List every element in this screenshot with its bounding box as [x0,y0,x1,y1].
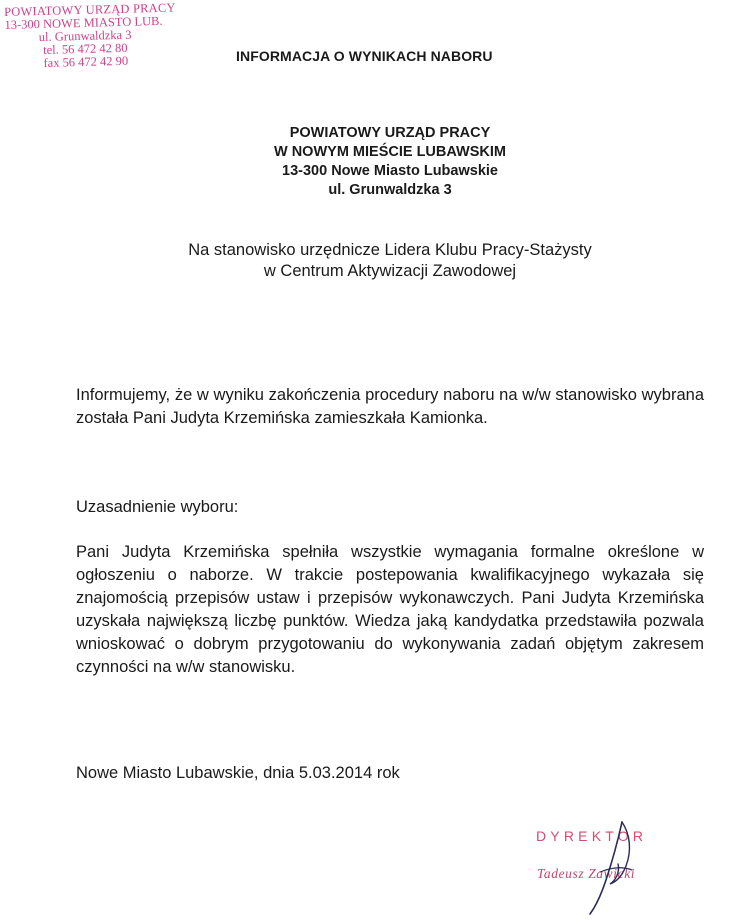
result-paragraph: Informujemy, że w wyniku zakończenia procedury naboru na w/w stanowisko wybrana została Pani Judyta Krzemińska zamieszkała Kamionka. [76,386,704,427]
director-name: Tadeusz Zawicki [537,866,636,881]
handwritten-signature [560,810,650,920]
position-block [0,240,738,282]
position-title: Na stanowisko urzędnicze Lidera Klubu Pracy-Stażysty [188,241,592,259]
stamp-line: ul. Grunwaldzka 3 [38,27,132,45]
justification-paragraph: Pani Judyta Krzemińska spełniła wszystkie wymagania formalne określone w ogłoszeniu o naborze. W trakcie postepowania kwalifikacyjnego wykazała się znajomością przepisów ustaw i przepisów wykonawczych. Pani Judyta Krzemińska uzyskała największą liczbę punktów. Wiedza jaką kandydatka przedstawiła pozwala wnioskować o dobrym przygotowaniu do wykonywania zadań objętym zakresem czynności na w/w stanowisku. [76,543,704,676]
organization-location: W NOWYM MIEŚCIE LUBAWSKIM [274,144,506,160]
stamp-line: 13-300 NOWE MIASTO LUB. [4,13,163,32]
justification-label: Uzasadnienie wyboru: [76,498,239,516]
organization-postal: 13-300 Nowe Miasto Lubawskie [282,163,498,179]
director-title: DYREKTOR [536,828,648,844]
stamp-line: fax 56 472 42 90 [43,53,129,70]
document-heading: INFORMACJA O WYNIKACH NABORU [236,48,493,64]
stamp-line: POWIATOWY URZĄD PRACY [3,0,176,19]
date-line: Nowe Miasto Lubawskie, dnia 5.03.2014 rok [76,764,400,782]
position-department: w Centrum Aktywizacji Zawodowej [263,262,517,280]
organization-street: ul. Grunwaldzka 3 [328,182,452,198]
stamp-line: tel. 56 472 42 80 [42,40,128,57]
office-stamp [4,1,196,71]
organization-block [0,124,738,200]
organization-name: POWIATOWY URZĄD PRACY [289,125,491,141]
